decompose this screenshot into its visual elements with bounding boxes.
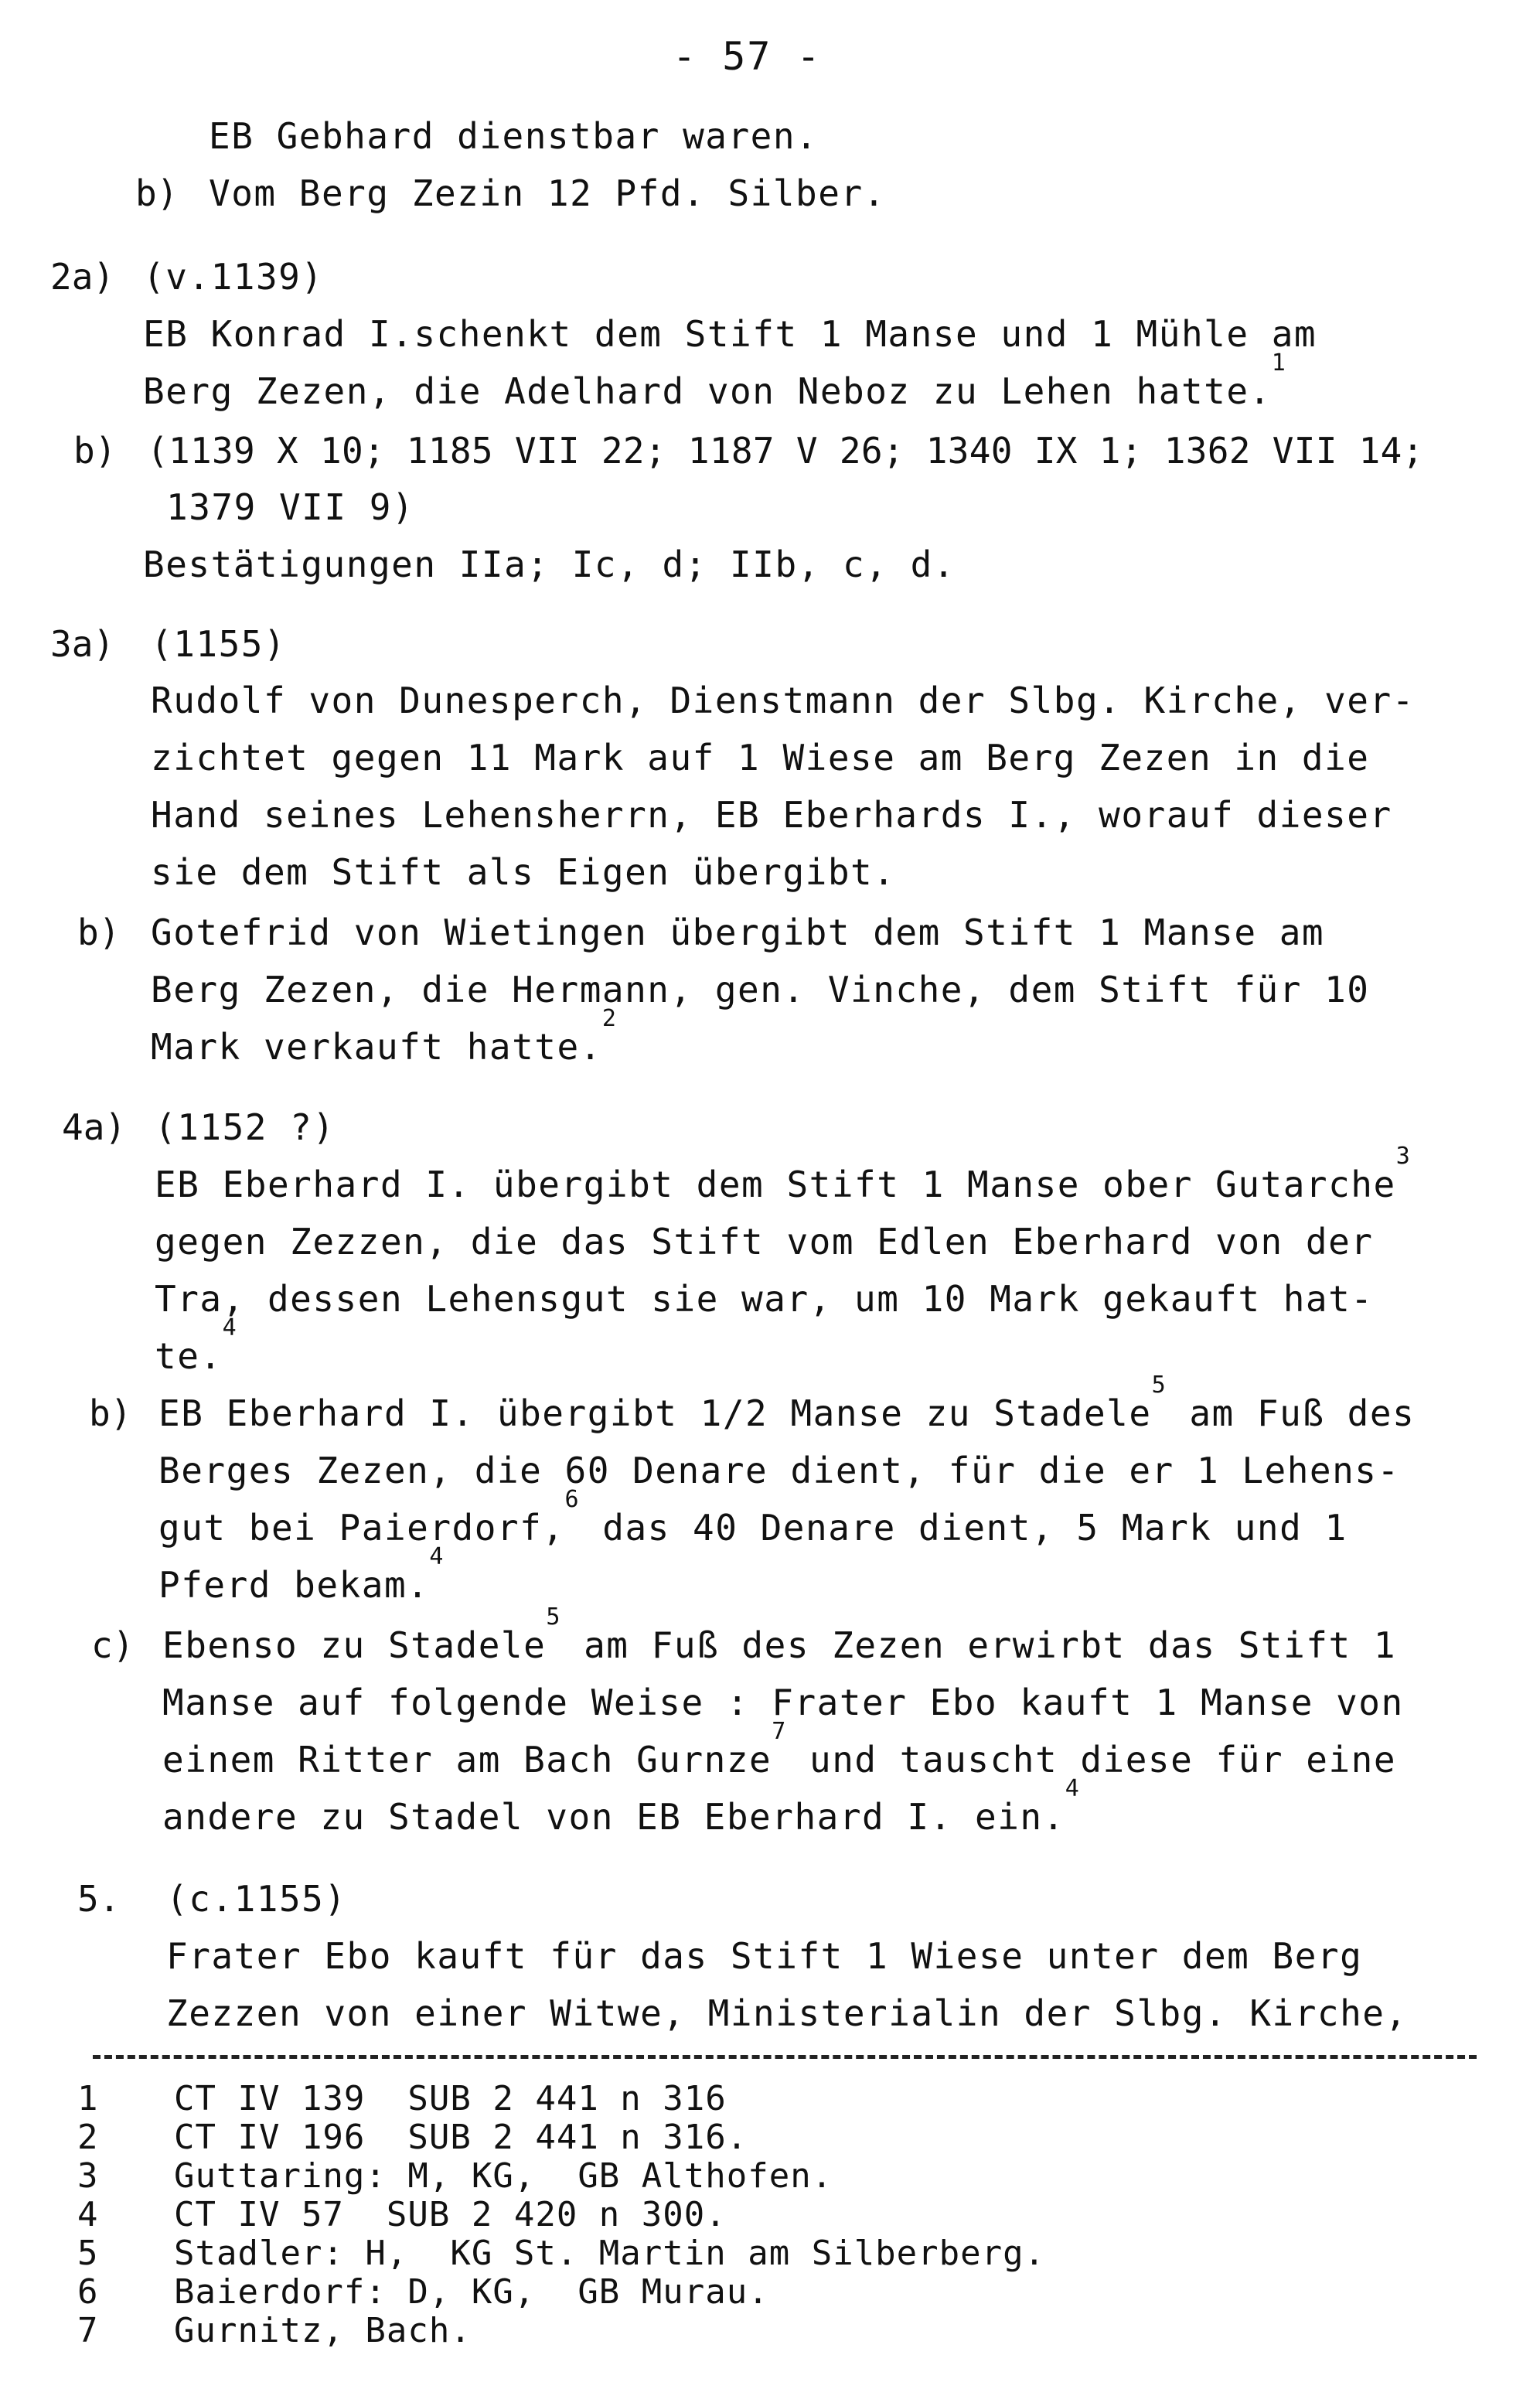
footnote: 3 — [77, 2156, 99, 2196]
footnote-ref: 2 — [601, 1005, 618, 1032]
text-run: am Fuß des Zezen erwirbt das Stift 1 — [560, 1624, 1397, 1666]
footnote-text: Baierdorf: D, KG, GB Murau. — [174, 2272, 769, 2312]
text-line: zichtet gegen 11 Mark auf 1 Wiese am Berg Zezen in die — [151, 737, 1370, 779]
footnote-ref: 5 — [1151, 1372, 1167, 1399]
text-line: Tra, dessen Lehensgut sie war, um 10 Mark gekauft hat- — [155, 1278, 1374, 1320]
footnote-ref: 4 — [429, 1543, 445, 1570]
item-label: b) — [77, 912, 121, 953]
text-line: Gotefrid von Wietingen übergibt dem Stift 1 Manse am — [151, 912, 1325, 953]
footnote-divider — [93, 2055, 1477, 2059]
text-line — [143, 349, 1287, 413]
footnote: 2 — [77, 2118, 99, 2157]
text-line: Zezzen von einer Witwe, Ministerialin der Slbg. Kirche, — [166, 1992, 1408, 2034]
text-run: EB Eberhard I. übergibt dem Stift 1 Manse ober Gutarche — [155, 1164, 1396, 1205]
footnote-ref: 3 — [1395, 1143, 1412, 1170]
text-line: Vom Berg Zezin 12 Pfd. Silber. — [209, 172, 886, 214]
text-line: gegen Zezzen, die das Stift vom Edlen Eberhard von der — [155, 1221, 1374, 1263]
text-line: EB Konrad I.schenkt dem Stift 1 Manse und 1 Mühle am — [143, 313, 1317, 355]
text-run: andere zu Stadel von EB Eberhard I. ein. — [162, 1796, 1065, 1838]
footnote: 5 — [77, 2234, 99, 2273]
footnote: 4 — [77, 2195, 99, 2234]
footnote-ref: 4 — [222, 1314, 238, 1341]
text-line: Berg Zezen, die Hermann, gen. Vinche, dem Stift für 10 — [151, 969, 1370, 1010]
footnote-ref: 6 — [564, 1486, 581, 1513]
text-line — [162, 1775, 1081, 1839]
text-line: Manse auf folgende Weise : Frater Ebo kauft 1 Manse von — [162, 1682, 1404, 1723]
entry-date: (v.1139) — [143, 256, 324, 298]
text-run: am Fuß des — [1167, 1392, 1416, 1434]
text-run: Ebenso zu Stadele — [162, 1624, 547, 1666]
text-run: EB Eberhard I. übergibt 1/2 Manse zu Stadele — [158, 1392, 1152, 1434]
footnote-text: Guttaring: M, KG, GB Althofen. — [174, 2156, 833, 2196]
text-run: das 40 Denare dient, 5 Mark und 1 — [580, 1507, 1348, 1549]
footnote-text: Gurnitz, Bach. — [174, 2311, 472, 2350]
text-line — [162, 1718, 1397, 1781]
page-number: - 57 - — [673, 34, 822, 79]
text-run: gut bei Paierdorf, — [158, 1507, 565, 1549]
footnote-ref: 7 — [772, 1718, 787, 1745]
text-run: und tauscht diese für eine — [786, 1739, 1397, 1781]
text-line — [155, 1314, 238, 1378]
text-line — [158, 1372, 1416, 1435]
item-label: 4a) — [62, 1106, 127, 1148]
footnote-text: CT IV 139 SUB 2 441 n 316 — [174, 2079, 727, 2118]
text-line — [151, 1005, 618, 1068]
item-label: b) — [73, 430, 117, 472]
footnote-ref: 5 — [546, 1603, 561, 1631]
footnote-text: Stadler: H, KG St. Martin am Silberberg. — [174, 2234, 1046, 2273]
text-line: 1379 VII 9) — [166, 486, 415, 528]
item-label: c) — [91, 1624, 135, 1666]
text-line — [155, 1143, 1412, 1206]
item-label: 2a) — [50, 256, 115, 298]
text-run: Pferd bekam. — [158, 1564, 430, 1606]
text-line: sie dem Stift als Eigen übergibt. — [151, 851, 896, 893]
footnote-text: CT IV 196 SUB 2 441 n 316. — [174, 2118, 748, 2157]
text-run: te. — [155, 1335, 223, 1377]
text-line: Hand seines Lehensherrn, EB Eberhards I., worauf dieser — [151, 794, 1392, 836]
text-line: Frater Ebo kauft für das Stift 1 Wiese unter dem Berg — [166, 1935, 1363, 1977]
footnote: 1 — [77, 2079, 99, 2118]
text-line — [158, 1543, 445, 1607]
text-line: Berges Zezen, die 60 Denare dient, für die er 1 Lehens- — [158, 1450, 1400, 1491]
entry-date: (1152 ?) — [155, 1106, 336, 1148]
entry-date: (c.1155) — [166, 1878, 347, 1920]
text-line: EB Gebhard dienstbar waren. — [209, 115, 819, 157]
item-label: 3a) — [50, 623, 115, 665]
text-line — [162, 1603, 1397, 1667]
footnote-text: CT IV 57 SUB 2 420 n 300. — [174, 2195, 727, 2234]
entry-date: (1155) — [151, 623, 287, 665]
item-label: b) — [135, 172, 179, 214]
text-run: Mark verkauft hatte. — [151, 1026, 602, 1068]
footnote-ref: 4 — [1065, 1775, 1081, 1802]
text-run: einem Ritter am Bach Gurnze — [162, 1739, 772, 1781]
footnote: 6 — [77, 2272, 99, 2312]
item-label: b) — [89, 1392, 132, 1434]
text-line: Bestätigungen IIa; Ic, d; IIb, c, d. — [143, 544, 956, 585]
item-label: 5. — [77, 1878, 121, 1920]
text-run: Berg Zezen, die Adelhard von Neboz zu Lehen hatte. — [143, 370, 1272, 412]
text-line — [158, 1486, 1348, 1549]
footnote: 7 — [77, 2311, 99, 2350]
text-line: Rudolf von Dunesperch, Dienstmann der Slbg. Kirche, ver- — [151, 680, 1415, 721]
text-line: (1139 X 10; 1185 VII 22; 1187 V 26; 1340 IX 1; 1362 VII 14; — [147, 430, 1424, 472]
footnote-ref: 1 — [1271, 349, 1287, 377]
